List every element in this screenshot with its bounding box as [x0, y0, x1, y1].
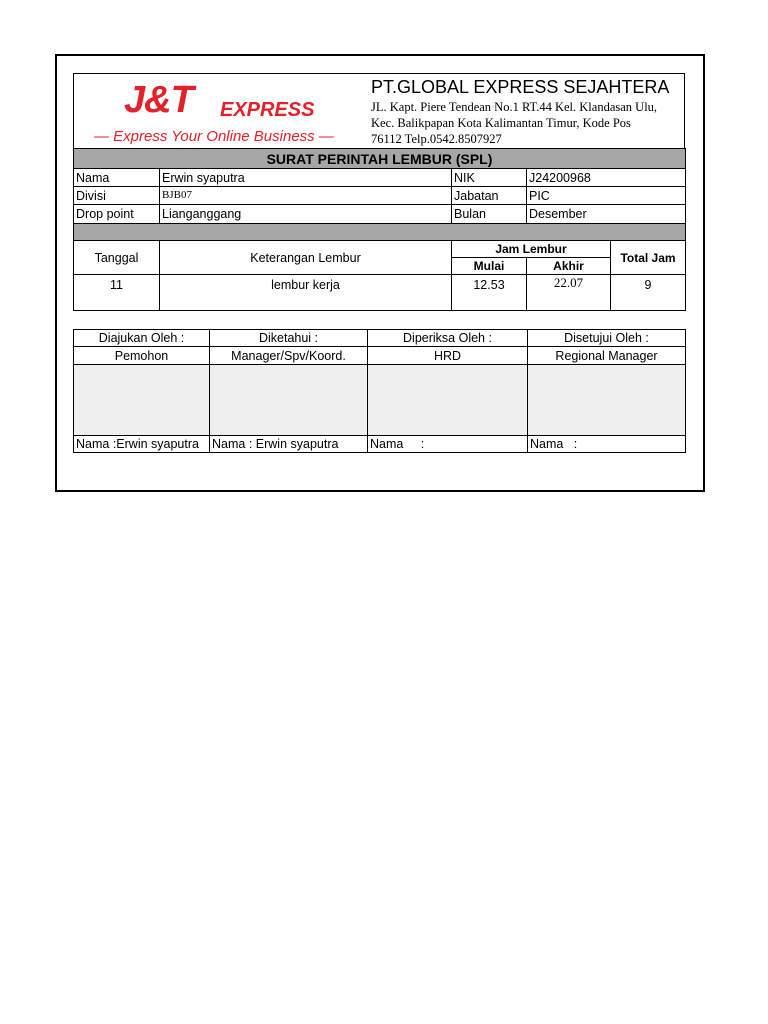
bulan-label: Bulan	[452, 205, 527, 224]
approval-name-4: Nama :	[528, 436, 686, 453]
approval-title-1: Diajukan Oleh :	[74, 330, 210, 347]
row-tanggal: 11	[74, 275, 160, 311]
bulan-value: Desember	[527, 205, 686, 224]
logo-tagline: — Express Your Online Business —	[94, 128, 334, 145]
logo-express-text: EXPRESS	[220, 99, 315, 121]
spl-form	[73, 73, 685, 453]
nama-label: Nama	[74, 169, 160, 187]
signature-box-3	[368, 365, 528, 436]
signature-box-2	[210, 365, 368, 436]
droppoint-label: Drop point	[74, 205, 160, 224]
row-mulai: 12.53	[452, 275, 527, 311]
overtime-table	[73, 240, 686, 311]
divisi-label: Divisi	[74, 187, 160, 205]
address-line-3: 76112 Telp.0542.8507927	[371, 132, 502, 146]
droppoint-value: Lianganggang	[160, 205, 452, 224]
nama-value: Erwin syaputra	[160, 169, 452, 187]
row-keterangan: lembur kerja	[160, 275, 452, 311]
approval-role-3: HRD	[368, 347, 528, 365]
signature-box-1	[74, 365, 210, 436]
approval-title-4: Disetujui Oleh :	[528, 330, 686, 347]
approval-name-1: Nama :Erwin syaputra	[74, 436, 210, 453]
akhir-header: Akhir	[527, 258, 611, 275]
address-line-2: Kec. Balikpapan Kota Kalimantan Timur, Kode Pos	[371, 116, 631, 130]
tanggal-header: Tanggal	[74, 241, 160, 275]
divisi-value: BJB07	[160, 187, 452, 205]
jam-lembur-header: Jam Lembur	[452, 241, 611, 258]
row-akhir: 22.07	[527, 275, 611, 311]
approval-name-3: Nama :	[368, 436, 528, 453]
approval-title-3: Diperiksa Oleh :	[368, 330, 528, 347]
approval-title-2: Diketahui :	[210, 330, 368, 347]
jabatan-label: Jabatan	[452, 187, 527, 205]
approval-role-4: Regional Manager	[528, 347, 686, 365]
approval-table	[73, 329, 686, 453]
company-name: PT.GLOBAL EXPRESS SEJAHTERA	[371, 77, 670, 97]
company-address	[371, 99, 657, 147]
approval-role-1: Pemohon	[74, 347, 210, 365]
signature-box-4	[528, 365, 686, 436]
keterangan-header: Keterangan Lembur	[160, 241, 452, 275]
nik-label: NIK	[452, 169, 527, 187]
logo-jt-text: J&T	[124, 79, 193, 121]
jabatan-value: PIC	[527, 187, 686, 205]
row-total: 9	[611, 275, 686, 311]
nik-value: J24200968	[527, 169, 686, 187]
approval-name-2: Nama : Erwin syaputra	[210, 436, 368, 453]
table-row	[74, 275, 686, 311]
mulai-header: Mulai	[452, 258, 527, 275]
form-title: SURAT PERINTAH LEMBUR (SPL)	[74, 149, 686, 169]
company-logo	[74, 74, 364, 148]
letterhead	[73, 73, 685, 149]
separator-bar	[74, 224, 686, 241]
approval-role-2: Manager/Spv/Koord.	[210, 347, 368, 365]
address-line-1: JL. Kapt. Piere Tendean No.1 RT.44 Kel. Klandasan Ulu,	[371, 100, 658, 114]
employee-info-table	[73, 148, 686, 241]
total-jam-header: Total Jam	[611, 241, 686, 275]
